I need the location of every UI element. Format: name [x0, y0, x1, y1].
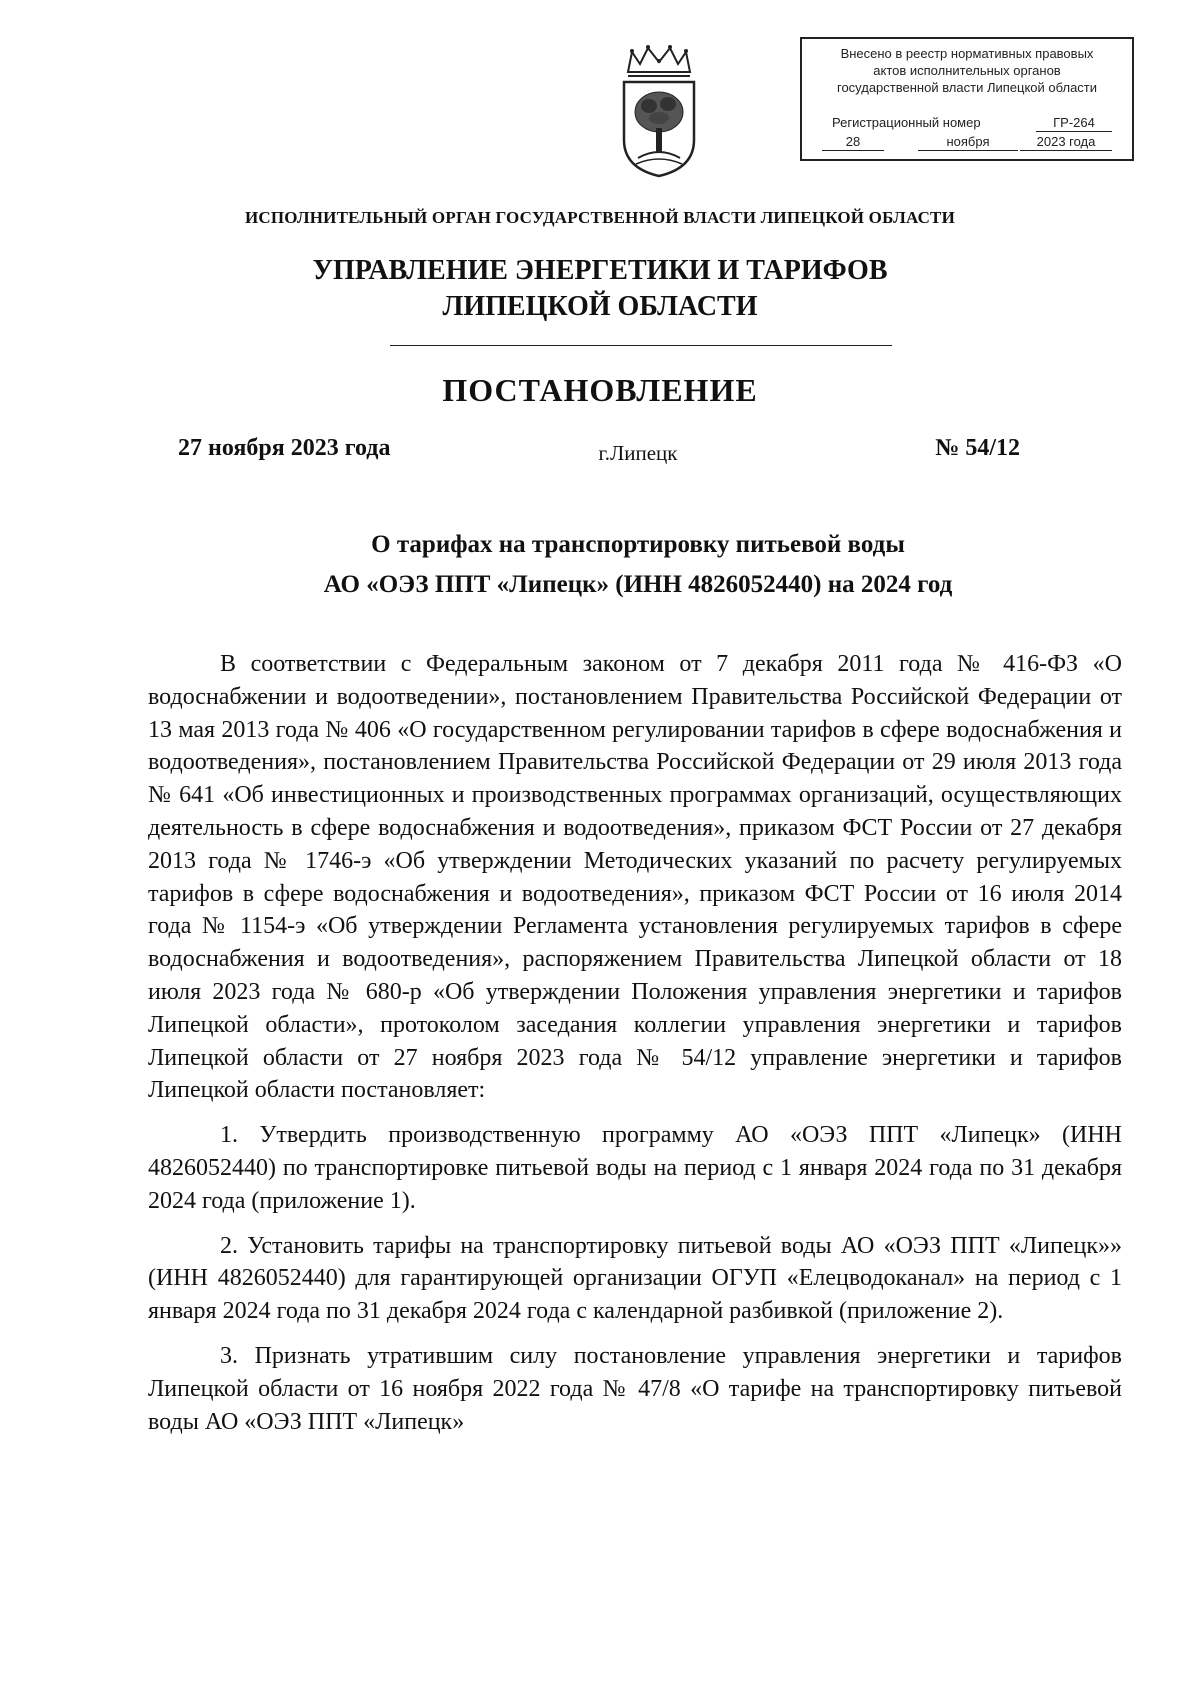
document-type: ПОСТАНОВЛЕНИЕ: [442, 372, 758, 408]
document-body: [148, 648, 1122, 1450]
document-city: г.Липецк: [598, 441, 678, 465]
stamp-line-3: государственной власти Липецкой области: [836, 80, 1098, 95]
clause-1: 1. Утвердить производственную программу АО «ОЭЗ ППТ «Липецк» (ИНН 4826052440) по транспортировке питьевой воды на период с 1 января 2024 года по 31 декабря 2024 года (приложение 1).: [148, 1122, 1122, 1214]
clause-2: 2. Установить тарифы на транспортировку питьевой воды АО «ОЭЗ ППТ «Липецк»» (ИНН 4826052440) для гарантирующей организации ОГУП «Елецводоканал» на период с 1 января 2024 года по 31 декабря 2024 года с календарной разбивкой (приложение 2).: [148, 1232, 1122, 1325]
stamp-date-row: [822, 133, 1112, 151]
preamble-paragraph: В соответствии с Федеральным законом от 7 декабря 2011 года № 416-ФЗ «О водоснабжении и водоотведении», постановлением Правительства Российской Федерации от 13 мая 2013 года № 406 «О государственном регулировании тарифов в сфере водоснабжения и водоотведения», постановлением Правительства Российской Федерации от 29 июля 2013 года № 641 «Об инвестиционных и производственных программах организаций, осуществляющих деятельность в сфере водоснабжения и водоотведения», приказом ФСТ России от 27 декабря 2013 года № 1746-э «Об утверждении Методических указаний по расчету регулируемых тарифов в сфере водоснабжения и водоотведения», приказом ФСТ России от 16 июля 2014 года № 1154-э «Об утверждении Регламента установления регулируемых тарифов в сфере водоснабжения и водоотведения», распоряжением Правительства Липецкой области от 18 июля 2023 года № 680-р «Об утверждении Положения управления энергетики и тарифов Липецкой области», протоколом заседания коллегии управления энергетики и тарифов Липецкой области от 27 ноября 2023 года № 54/12 управление энергетики и тарифов Липецкой области постановляет:: [148, 651, 1122, 1104]
department-name-line-2: ЛИПЕЦКОЙ ОБЛАСТИ: [442, 291, 758, 322]
stamp-date-month: ноября: [918, 133, 1018, 151]
document-number: № 54/12: [935, 435, 1020, 461]
header-divider: [390, 345, 892, 346]
stamp-line-1: Внесено в реестр нормативных правовых: [840, 46, 1094, 61]
stamp-date-year: 2023 года: [1020, 133, 1112, 151]
department-name-line-1: УПРАВЛЕНИЕ ЭНЕРГЕТИКИ И ТАРИФОВ: [312, 255, 888, 286]
document-title-line-1: О тарифах на транспортировку питьевой воды: [371, 531, 905, 558]
issuing-authority: ИСПОЛНИТЕЛЬНЫЙ ОРГАН ГОСУДАРСТВЕННОЙ ВЛАСТИ ЛИПЕЦКОЙ ОБЛАСТИ: [244, 208, 956, 227]
department-name: [0, 253, 1200, 325]
stamp-registration-number: ГР-264: [1036, 114, 1112, 132]
coat-of-arms-icon: [618, 40, 700, 180]
stamp-date-day: 28: [822, 133, 884, 151]
stamp-line-2: актов исполнительных органов: [873, 63, 1061, 78]
document-date: 27 ноября 2023 года: [178, 435, 391, 461]
stamp-registration-row: [822, 114, 1112, 132]
document-title-line-2: АО «ОЭЗ ППТ «Липецк» (ИНН 4826052440) на 2024 год: [323, 571, 953, 598]
clause-3: 3. Признать утратившим силу постановление управления энергетики и тарифов Липецкой области от 16 ноября 2022 года № 47/8 «О тарифе на транспортировку питьевой воды АО «ОЭЗ ППТ «Липецк»: [148, 1342, 1122, 1435]
registry-stamp: [800, 37, 1134, 161]
document-title: [0, 525, 1200, 605]
stamp-registration-label: Регистрационный номер: [832, 115, 981, 130]
